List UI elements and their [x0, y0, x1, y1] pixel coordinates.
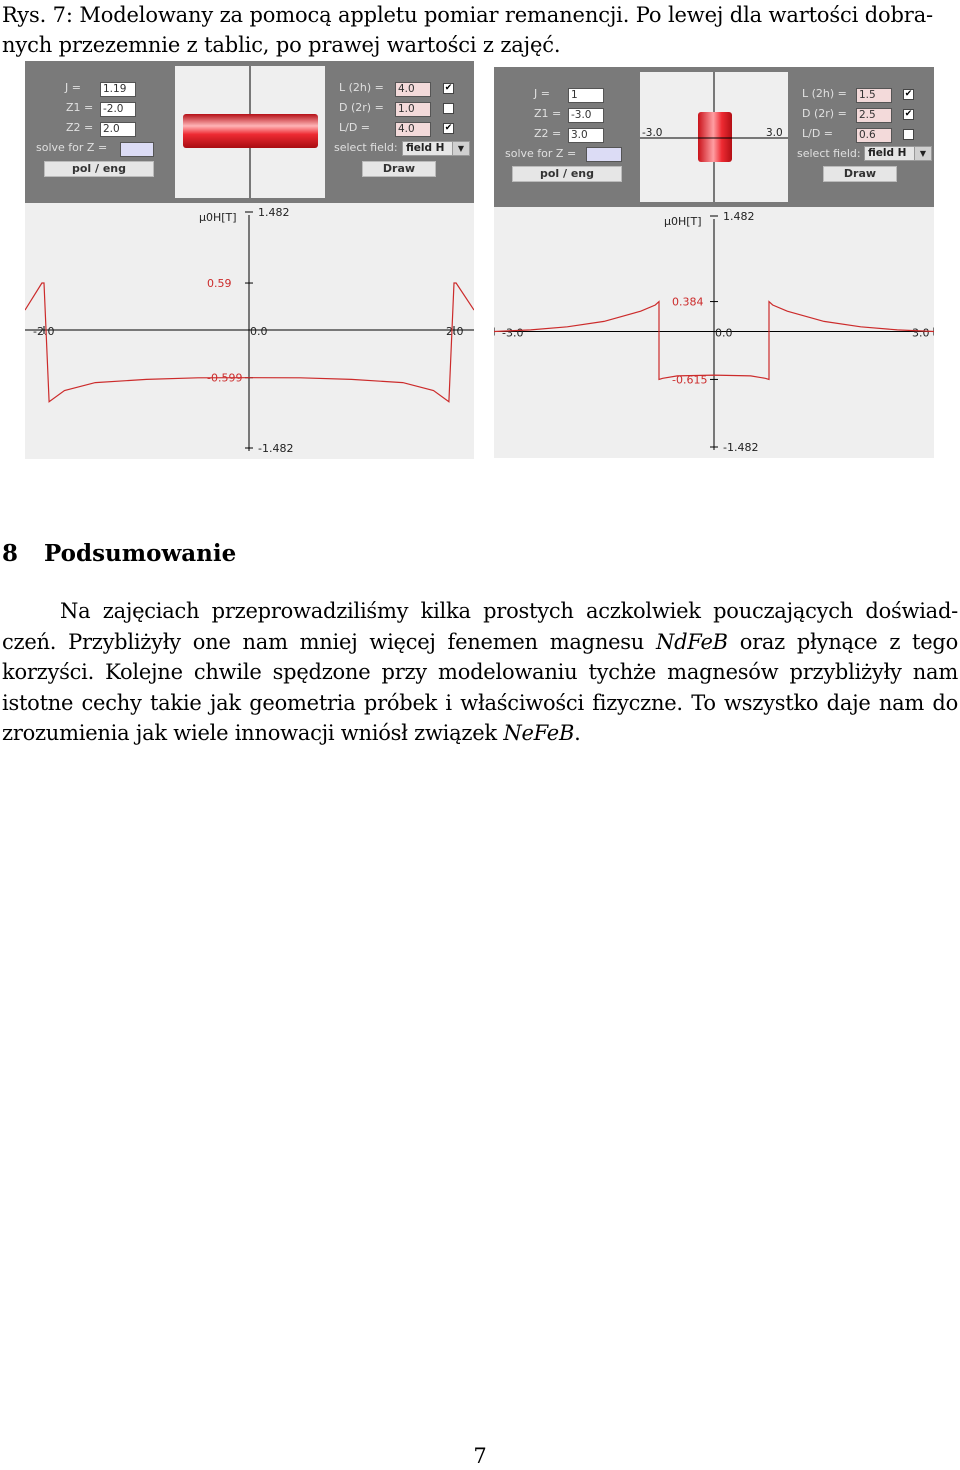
diameter-input[interactable]: 2.5	[856, 108, 892, 123]
y-tick-label: -1.482	[258, 442, 294, 455]
x-tick-label: 2.0	[446, 325, 464, 338]
select-field-label: select field:	[334, 141, 398, 154]
x-tick-label: 0.0	[250, 325, 268, 338]
paragraph-text-1: Na zajęciach przeprowadziliśmy kilka prostych aczkolwiek pouczających doświad-czeń. Przybliżyły one nam mniej więcej fenemen magnesu	[2, 599, 958, 654]
j-input[interactable]: 1.19	[100, 82, 136, 97]
select-field-label: select field:	[797, 147, 861, 160]
value-annotation: 0.59	[207, 277, 232, 291]
control-panel	[494, 67, 934, 207]
field-select-value: field H	[406, 142, 445, 154]
length-checkbox[interactable]: ✔	[904, 89, 913, 99]
ratio-label: L/D =	[339, 121, 371, 134]
j-label: J =	[65, 81, 81, 94]
figure-caption	[2, 0, 958, 60]
field-select[interactable]	[402, 141, 470, 156]
math-ndfeb: NdFeB	[655, 629, 728, 654]
solve-input[interactable]	[120, 142, 154, 157]
j-input[interactable]: 1	[568, 88, 604, 103]
value-annotation: -0.615	[672, 373, 708, 387]
ratio-checkbox[interactable]	[903, 129, 914, 140]
preview-label-right: 3.0	[766, 127, 783, 139]
chevron-down-icon: ▼	[914, 147, 931, 160]
z2-label: Z2 =	[66, 121, 94, 134]
solve-label: solve for Z =	[36, 141, 108, 154]
field-chart-svg	[25, 203, 474, 459]
z2-label: Z2 =	[534, 127, 562, 140]
diameter-checkbox[interactable]: ✔	[904, 109, 913, 119]
z1-input[interactable]: -3.0	[568, 108, 604, 123]
lang-toggle-button[interactable]: pol / eng	[44, 161, 154, 177]
y-tick-label: 1.482	[723, 210, 755, 223]
length-input[interactable]: 1.5	[856, 88, 892, 103]
z1-input[interactable]: -2.0	[100, 102, 136, 117]
magnet-preview-svg	[640, 72, 788, 202]
control-panel	[25, 61, 474, 203]
value-annotation: -0.599	[207, 371, 243, 385]
page-number: 7	[473, 1444, 487, 1468]
z1-label: Z1 =	[66, 101, 94, 114]
diameter-input[interactable]: 1.0	[395, 102, 431, 117]
magnet-shape	[183, 114, 318, 148]
field-chart-svg	[494, 207, 934, 458]
diameter-checkbox[interactable]	[443, 103, 454, 114]
paragraph-text-3: .	[574, 721, 581, 745]
magnet-preview-svg	[175, 66, 325, 198]
applet-left	[25, 61, 474, 459]
chevron-down-icon: ▼	[452, 142, 469, 155]
y-axis-label: μ0H[T]	[664, 215, 702, 228]
section-heading	[2, 540, 236, 567]
x-tick-label: 0.0	[715, 326, 733, 340]
math-nefeb: NeFeB	[503, 721, 575, 745]
x-tick-label: -2.0	[33, 325, 55, 338]
solve-input[interactable]	[586, 147, 622, 162]
magnet-shape	[698, 112, 732, 162]
field-select-value: field H	[868, 147, 907, 159]
ratio-label: L/D =	[802, 127, 834, 140]
applet-right	[494, 67, 934, 458]
section-title: Podsumowanie	[44, 540, 237, 567]
draw-button[interactable]: Draw	[823, 166, 897, 182]
value-annotation: 0.384	[672, 295, 704, 309]
paragraph-text-2: oraz płynące z tego korzyści. Kolejne chwile spędzone przy modelowaniu tychże magnesów przybliżyły nam istotne cechy takie jak geometria próbek i właściwości fizyczne. To wszystko daje nam do zrozumienia jak wiele innowacji wniósł związek	[2, 629, 958, 745]
ratio-input[interactable]: 0.6	[856, 128, 892, 143]
z2-input[interactable]: 3.0	[568, 128, 604, 143]
section-number: 8	[2, 540, 19, 567]
z2-input[interactable]: 2.0	[100, 122, 136, 137]
y-tick-label: 1.482	[258, 206, 290, 219]
field-select[interactable]	[864, 146, 932, 161]
length-label: L (2h) =	[339, 81, 384, 94]
length-label: L (2h) =	[802, 87, 847, 100]
magnet-preview	[175, 66, 325, 198]
x-tick-label: 3.0	[912, 326, 930, 340]
magnet-preview	[640, 72, 788, 202]
field-graph	[494, 207, 934, 458]
j-label: J =	[534, 87, 550, 100]
length-input[interactable]: 4.0	[395, 82, 431, 97]
z1-label: Z1 =	[534, 107, 562, 120]
field-graph	[25, 203, 474, 459]
y-tick-label: -1.482	[723, 441, 759, 454]
solve-label: solve for Z =	[505, 147, 577, 160]
y-axis-label: μ0H[T]	[199, 211, 237, 224]
caption-line-2: nych przezemnie z tablic, po prawej wartości z zajęć.	[2, 33, 561, 57]
lang-toggle-button[interactable]: pol / eng	[512, 166, 622, 182]
preview-label-left: -3.0	[642, 127, 663, 139]
ratio-checkbox[interactable]: ✔	[444, 123, 453, 133]
draw-button[interactable]: Draw	[362, 161, 436, 177]
summary-paragraph	[2, 596, 958, 749]
diameter-label: D (2r) =	[802, 107, 847, 120]
x-tick-label: -3.0	[502, 326, 524, 340]
caption-line-1: Rys. 7: Modelowany za pomocą appletu pomiar remanencji. Po lewej dla wartości dobra-	[2, 3, 934, 27]
diameter-label: D (2r) =	[339, 101, 384, 114]
length-checkbox[interactable]: ✔	[444, 83, 453, 93]
ratio-input[interactable]: 4.0	[395, 122, 431, 137]
